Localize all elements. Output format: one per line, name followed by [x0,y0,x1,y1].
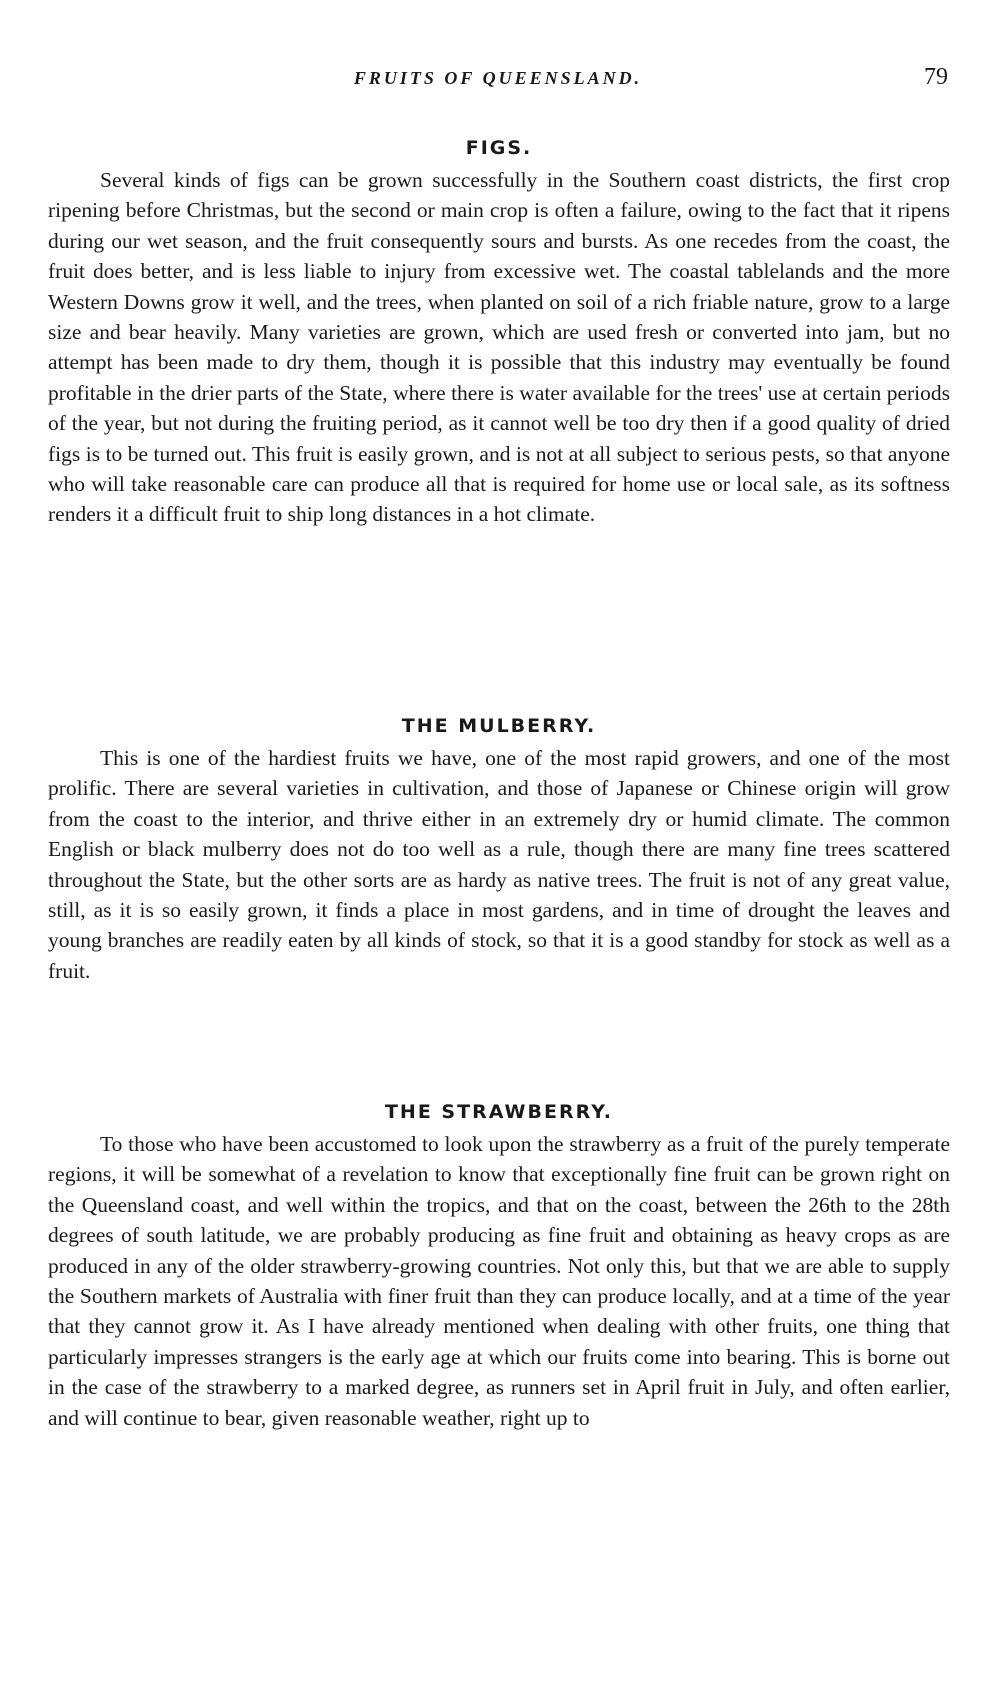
section-heading-strawberry: THE STRAWBERRY. [384,1101,614,1123]
page-number: 79 [924,64,948,90]
section-heading-mulberry: THE MULBERRY. [401,715,597,737]
section-strawberry [48,1099,950,1433]
running-title: FRUITS OF QUEENSLAND. [353,68,643,88]
section-mulberry [48,713,950,986]
section-figs [48,135,950,530]
section-text-figs: Several kinds of figs can be grown successfully in the Southern coast districts, the first crop ripening before Christmas, but the second or main crop is often a failure, owing to the fact that it ripens during our wet season, and the fruit consequently sours and bursts. As one recedes from the coast, the fruit does better, and is less liable to injury from excessive wet. The coastal tablelands and the more Western Downs grow it well, and the trees, when planted on soil of a rich friable nature, grow to a large size and bear heavily. Many varieties are grown, which are used fresh or converted into jam, but no attempt has been made to dry them, though it is possible that this industry may eventually be found profitable in the drier parts of the State, where there is water available for the trees' use at certain periods of the year, but not during the fruiting period, as it cannot well be too dry then if a good quality of dried figs is to be turned out. This fruit is easily grown, and is not at all subject to serious pests, so that anyone who will take reasonable care can produce all that is required for home use or local sale, as its softness renders it a difficult fruit to ship long distances in a hot climate. [48,168,950,527]
section-text-strawberry: To those who have been accustomed to look upon the strawberry as a fruit of the purely temperate regions, it will be somewhat of a revelation to know that exceptionally fine fruit can be grown right on the Queensland coast, and well within the tropics, and that on the coast, between the 26th to the 28th degrees of south latitude, we are probably producing as fine fruit and obtaining as heavy crops as are produced in any of the older strawberry-growing countries. Not only this, but that we are able to supply the Southern markets of Australia with finer fruit than they can produce locally, and at a time of the year that they cannot grow it. As I have already mentioned when dealing with other fruits, one thing that particularly impresses strangers is the early age at which our fruits come into bearing. This is borne out in the case of the strawberry to a marked degree, as runners set in April fruit in July, and often earlier, and will continue to bear, given reasonable weather, right up to [48,1132,950,1430]
section-heading-figs: FIGS. [465,137,533,159]
section-text-mulberry: This is one of the hardiest fruits we have, one of the most rapid growers, and one of the most prolific. There are several varieties in cultivation, and those of Japanese or Chinese origin will grow from the coast to the interior, and thrive either in an extremely dry or humid climate. The common English or black mulberry does not do too well as a rule, though there are many fine trees scattered throughout the State, but the other sorts are as hardy as native trees. The fruit is not of any great value, still, as it is so easily grown, it finds a place in most gardens, and in time of drought the leaves and young branches are readily eaten by all kinds of stock, so that it is a good standby for stock as well as a fruit. [48,746,950,983]
running-head [48,62,948,102]
